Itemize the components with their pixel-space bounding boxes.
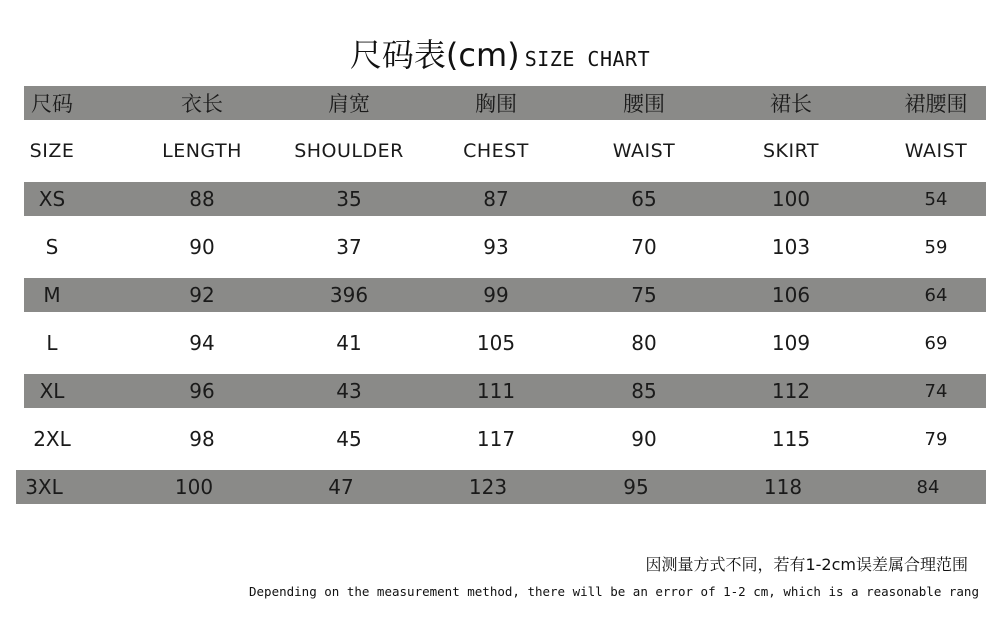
measurement-cell: 88 bbox=[189, 187, 215, 211]
measurement-cell: 100 bbox=[771, 187, 811, 211]
size-label-cell: S bbox=[45, 235, 59, 259]
size-label-cell: 3XL bbox=[25, 475, 63, 499]
measurement-cell: 93 bbox=[483, 235, 509, 259]
measurement-cell: 92 bbox=[189, 283, 215, 307]
measurement-cell: 105 bbox=[476, 331, 516, 355]
measurement-cell: 99 bbox=[483, 283, 509, 307]
header-en-cell: CHEST bbox=[463, 140, 529, 162]
measurement-cell: 396 bbox=[329, 283, 369, 307]
measurement-cell: 115 bbox=[771, 427, 811, 451]
size-label-cell: M bbox=[43, 283, 61, 307]
size-label-cell: 2XL bbox=[33, 427, 71, 451]
header-cn-cell: 裙腰围 bbox=[904, 92, 968, 116]
measurement-cell: 65 bbox=[631, 187, 657, 211]
table-row bbox=[24, 278, 986, 312]
title-chinese: 尺码表(cm) bbox=[349, 36, 520, 74]
measurement-cell: 100 bbox=[174, 475, 214, 499]
header-en-cell: WAIST bbox=[612, 140, 676, 162]
measurement-cell: 98 bbox=[189, 427, 215, 451]
measurement-cell: 70 bbox=[631, 235, 657, 259]
page-title bbox=[0, 32, 1000, 84]
header-cn-cell: 裙长 bbox=[770, 92, 812, 116]
measurement-cell: 45 bbox=[336, 427, 362, 451]
measurement-cell: 74 bbox=[924, 380, 948, 402]
measurement-cell: 79 bbox=[924, 428, 948, 450]
measurement-cell: 118 bbox=[763, 475, 803, 499]
measurement-cell: 37 bbox=[336, 235, 362, 259]
measurement-cell: 84 bbox=[916, 476, 940, 498]
measurement-cell: 87 bbox=[483, 187, 509, 211]
note-english: Depending on the measurement method, there will be an error of 1-2 cm, which is a reasonable rang bbox=[249, 584, 979, 599]
table-row bbox=[24, 223, 986, 271]
measurement-cell: 54 bbox=[924, 188, 948, 210]
table-row bbox=[16, 470, 986, 504]
header-en-cell: SHOULDER bbox=[294, 140, 404, 162]
measurement-cell: 111 bbox=[476, 379, 516, 403]
measurement-cell: 106 bbox=[771, 283, 811, 307]
measurement-cell: 80 bbox=[631, 331, 657, 355]
header-cn-cell: 胸围 bbox=[475, 92, 517, 116]
note-chinese: 因测量方式不同，若有1-2cm误差属合理范围 bbox=[645, 555, 968, 574]
measurement-cell: 90 bbox=[631, 427, 657, 451]
size-chart-table bbox=[24, 86, 986, 511]
measurement-cell: 69 bbox=[924, 332, 948, 354]
measurement-cell: 112 bbox=[771, 379, 811, 403]
measurement-cell: 90 bbox=[189, 235, 215, 259]
measurement-cell: 41 bbox=[336, 331, 362, 355]
table-row bbox=[24, 374, 986, 408]
measurement-cell: 95 bbox=[623, 475, 649, 499]
header-cn-cell: 衣长 bbox=[181, 92, 223, 116]
header-en-cell: SIZE bbox=[29, 140, 75, 162]
measurement-cell: 64 bbox=[924, 284, 948, 306]
table-row bbox=[24, 319, 986, 367]
header-row-chinese bbox=[24, 86, 986, 120]
measurement-cell: 96 bbox=[189, 379, 215, 403]
header-en-cell: SKIRT bbox=[762, 140, 820, 162]
measurement-cell: 85 bbox=[631, 379, 657, 403]
header-cn-cell: 肩宽 bbox=[328, 92, 370, 116]
size-label-cell: XS bbox=[38, 187, 66, 211]
title-english: SIZE CHART bbox=[524, 47, 651, 71]
table-row bbox=[24, 415, 986, 463]
measurement-cell: 47 bbox=[328, 475, 354, 499]
table-body bbox=[24, 182, 986, 504]
header-en-cell: WAIST bbox=[904, 140, 968, 162]
measurement-cell: 103 bbox=[771, 235, 811, 259]
size-label-cell: XL bbox=[39, 379, 65, 403]
header-cn-cell: 尺码 bbox=[31, 92, 73, 116]
measurement-cell: 109 bbox=[771, 331, 811, 355]
measurement-cell: 75 bbox=[631, 283, 657, 307]
measurement-cell: 94 bbox=[189, 331, 215, 355]
table-row bbox=[24, 182, 986, 216]
size-label-cell: L bbox=[46, 331, 58, 355]
measurement-cell: 117 bbox=[476, 427, 516, 451]
measurement-cell: 59 bbox=[924, 236, 948, 258]
measurement-cell: 35 bbox=[336, 187, 362, 211]
measurement-cell: 43 bbox=[336, 379, 362, 403]
measurement-cell: 123 bbox=[468, 475, 508, 499]
header-cn-cell: 腰围 bbox=[623, 92, 665, 116]
header-en-cell: LENGTH bbox=[162, 140, 242, 162]
header-row-english bbox=[24, 127, 986, 175]
